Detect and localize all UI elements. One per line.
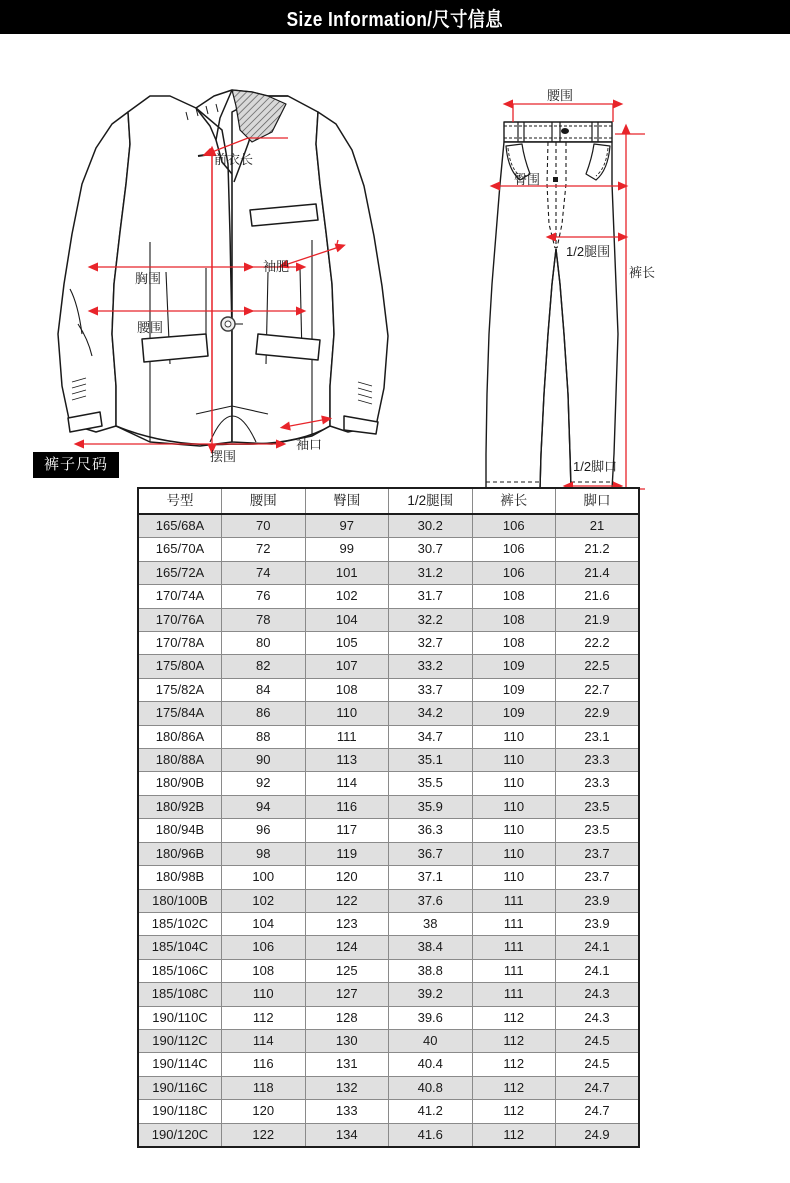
cell-pant-length: 110 bbox=[472, 842, 556, 865]
cell-hip: 117 bbox=[305, 819, 389, 842]
cell-size-code: 180/100B bbox=[138, 889, 222, 912]
table-row bbox=[138, 819, 639, 842]
section-tag-pants-size: 裤子尺码 bbox=[33, 452, 119, 478]
table-row bbox=[138, 585, 639, 608]
cell-pant-length: 110 bbox=[472, 866, 556, 889]
cell-leg-opening: 21.4 bbox=[556, 561, 640, 584]
cell-hip: 127 bbox=[305, 983, 389, 1006]
cell-pant-length: 112 bbox=[472, 1123, 556, 1147]
cell-pant-length: 110 bbox=[472, 749, 556, 772]
cell-size-code: 180/86A bbox=[138, 725, 222, 748]
cell-waist: 84 bbox=[222, 678, 306, 701]
cell-waist: 122 bbox=[222, 1123, 306, 1147]
cell-half-thigh: 31.7 bbox=[389, 585, 473, 608]
cell-leg-opening: 24.7 bbox=[556, 1076, 640, 1099]
cell-size-code: 190/110C bbox=[138, 1006, 222, 1029]
cell-pant-length: 110 bbox=[472, 795, 556, 818]
cell-half-thigh: 31.2 bbox=[389, 561, 473, 584]
cell-half-thigh: 34.7 bbox=[389, 725, 473, 748]
cell-half-thigh: 35.9 bbox=[389, 795, 473, 818]
cell-size-code: 165/72A bbox=[138, 561, 222, 584]
cell-half-thigh: 37.1 bbox=[389, 866, 473, 889]
cell-half-thigh: 36.7 bbox=[389, 842, 473, 865]
table-row bbox=[138, 889, 639, 912]
cell-waist: 96 bbox=[222, 819, 306, 842]
cell-size-code: 185/106C bbox=[138, 959, 222, 982]
cell-waist: 106 bbox=[222, 936, 306, 959]
cell-hip: 108 bbox=[305, 678, 389, 701]
cell-hip: 125 bbox=[305, 959, 389, 982]
suit-jacket-illustration bbox=[58, 90, 388, 446]
cell-half-thigh: 30.7 bbox=[389, 538, 473, 561]
cell-leg-opening: 23.3 bbox=[556, 749, 640, 772]
cell-leg-opening: 24.9 bbox=[556, 1123, 640, 1147]
cell-hip: 104 bbox=[305, 608, 389, 631]
cell-size-code: 180/98B bbox=[138, 866, 222, 889]
label-half-leg-opening: 1/2脚口 bbox=[573, 459, 618, 474]
cell-leg-opening: 21.6 bbox=[556, 585, 640, 608]
column-header-half-thigh: 1/2腿围 bbox=[389, 488, 473, 514]
table-row bbox=[138, 959, 639, 982]
cell-leg-opening: 21.2 bbox=[556, 538, 640, 561]
cell-pant-length: 112 bbox=[472, 1100, 556, 1123]
label-hem: 摆围 bbox=[210, 449, 237, 464]
table-row bbox=[138, 1100, 639, 1123]
cell-half-thigh: 41.2 bbox=[389, 1100, 473, 1123]
cell-size-code: 170/78A bbox=[138, 632, 222, 655]
cell-pant-length: 109 bbox=[472, 678, 556, 701]
cell-leg-opening: 24.5 bbox=[556, 1029, 640, 1052]
cell-half-thigh: 30.2 bbox=[389, 514, 473, 538]
cell-half-thigh: 35.1 bbox=[389, 749, 473, 772]
cell-hip: 113 bbox=[305, 749, 389, 772]
trousers-illustration bbox=[486, 122, 618, 489]
cell-size-code: 170/76A bbox=[138, 608, 222, 631]
cell-leg-opening: 22.9 bbox=[556, 702, 640, 725]
cell-waist: 104 bbox=[222, 912, 306, 935]
cell-waist: 110 bbox=[222, 983, 306, 1006]
cell-waist: 98 bbox=[222, 842, 306, 865]
cell-waist: 118 bbox=[222, 1076, 306, 1099]
table-row bbox=[138, 795, 639, 818]
cell-hip: 131 bbox=[305, 1053, 389, 1076]
cell-size-code: 165/68A bbox=[138, 514, 222, 538]
cell-leg-opening: 24.5 bbox=[556, 1053, 640, 1076]
cell-half-thigh: 35.5 bbox=[389, 772, 473, 795]
cell-leg-opening: 23.3 bbox=[556, 772, 640, 795]
cell-waist: 86 bbox=[222, 702, 306, 725]
cell-size-code: 185/108C bbox=[138, 983, 222, 1006]
column-header-waist: 腰围 bbox=[222, 488, 306, 514]
cell-leg-opening: 24.3 bbox=[556, 983, 640, 1006]
cell-pant-length: 112 bbox=[472, 1006, 556, 1029]
cell-half-thigh: 36.3 bbox=[389, 819, 473, 842]
cell-half-thigh: 40 bbox=[389, 1029, 473, 1052]
table-row bbox=[138, 749, 639, 772]
cell-half-thigh: 32.2 bbox=[389, 608, 473, 631]
column-header-size-code: 号型 bbox=[138, 488, 222, 514]
cell-pant-length: 111 bbox=[472, 983, 556, 1006]
table-row bbox=[138, 1006, 639, 1029]
cell-leg-opening: 22.2 bbox=[556, 632, 640, 655]
cell-waist: 90 bbox=[222, 749, 306, 772]
column-header-hip: 臀围 bbox=[305, 488, 389, 514]
cell-waist: 76 bbox=[222, 585, 306, 608]
cell-hip: 102 bbox=[305, 585, 389, 608]
cell-leg-opening: 23.7 bbox=[556, 866, 640, 889]
cell-size-code: 180/90B bbox=[138, 772, 222, 795]
cell-pant-length: 106 bbox=[472, 514, 556, 538]
label-cuff: 袖口 bbox=[296, 437, 323, 452]
table-row bbox=[138, 1029, 639, 1052]
cell-size-code: 185/104C bbox=[138, 936, 222, 959]
cell-pant-length: 106 bbox=[472, 538, 556, 561]
table-row bbox=[138, 1053, 639, 1076]
cell-waist: 72 bbox=[222, 538, 306, 561]
cell-waist: 78 bbox=[222, 608, 306, 631]
cell-half-thigh: 37.6 bbox=[389, 889, 473, 912]
cell-half-thigh: 38 bbox=[389, 912, 473, 935]
cell-leg-opening: 23.9 bbox=[556, 912, 640, 935]
cell-hip: 110 bbox=[305, 702, 389, 725]
cell-pant-length: 111 bbox=[472, 936, 556, 959]
table-row bbox=[138, 1123, 639, 1147]
cell-waist: 112 bbox=[222, 1006, 306, 1029]
cell-pant-length: 112 bbox=[472, 1029, 556, 1052]
cell-hip: 123 bbox=[305, 912, 389, 935]
cell-size-code: 180/94B bbox=[138, 819, 222, 842]
table-row bbox=[138, 678, 639, 701]
column-header-leg-opening: 脚口 bbox=[556, 488, 640, 514]
label-pant-length: 裤长 bbox=[629, 265, 656, 280]
cell-pant-length: 112 bbox=[472, 1076, 556, 1099]
cell-waist: 114 bbox=[222, 1029, 306, 1052]
table-row bbox=[138, 538, 639, 561]
cell-hip: 111 bbox=[305, 725, 389, 748]
cell-pant-length: 111 bbox=[472, 912, 556, 935]
cell-hip: 124 bbox=[305, 936, 389, 959]
cell-pant-length: 108 bbox=[472, 608, 556, 631]
cell-size-code: 165/70A bbox=[138, 538, 222, 561]
cell-hip: 116 bbox=[305, 795, 389, 818]
table-row bbox=[138, 983, 639, 1006]
cell-half-thigh: 40.8 bbox=[389, 1076, 473, 1099]
cell-leg-opening: 23.1 bbox=[556, 725, 640, 748]
cell-leg-opening: 21 bbox=[556, 514, 640, 538]
cell-size-code: 190/114C bbox=[138, 1053, 222, 1076]
cell-size-code: 175/82A bbox=[138, 678, 222, 701]
cell-size-code: 175/84A bbox=[138, 702, 222, 725]
cell-leg-opening: 24.1 bbox=[556, 959, 640, 982]
cell-pant-length: 109 bbox=[472, 702, 556, 725]
cell-waist: 70 bbox=[222, 514, 306, 538]
cell-half-thigh: 40.4 bbox=[389, 1053, 473, 1076]
cell-leg-opening: 22.5 bbox=[556, 655, 640, 678]
cell-half-thigh: 34.2 bbox=[389, 702, 473, 725]
label-pants-waist: 腰围 bbox=[547, 88, 574, 103]
table-row bbox=[138, 912, 639, 935]
cell-size-code: 190/116C bbox=[138, 1076, 222, 1099]
cell-leg-opening: 22.7 bbox=[556, 678, 640, 701]
label-hip: 臀围 bbox=[514, 172, 541, 187]
table-row bbox=[138, 842, 639, 865]
table-row bbox=[138, 632, 639, 655]
cell-half-thigh: 33.2 bbox=[389, 655, 473, 678]
table-body bbox=[138, 514, 639, 1147]
cell-leg-opening: 23.5 bbox=[556, 795, 640, 818]
cell-leg-opening: 24.3 bbox=[556, 1006, 640, 1029]
cell-hip: 128 bbox=[305, 1006, 389, 1029]
cell-half-thigh: 33.7 bbox=[389, 678, 473, 701]
cell-hip: 97 bbox=[305, 514, 389, 538]
pants-size-table bbox=[137, 487, 640, 1148]
cell-half-thigh: 39.6 bbox=[389, 1006, 473, 1029]
cell-hip: 114 bbox=[305, 772, 389, 795]
cell-waist: 82 bbox=[222, 655, 306, 678]
cell-size-code: 180/92B bbox=[138, 795, 222, 818]
cell-waist: 74 bbox=[222, 561, 306, 584]
table-row bbox=[138, 936, 639, 959]
cell-leg-opening: 24.7 bbox=[556, 1100, 640, 1123]
label-half-thigh: 1/2腿围 bbox=[566, 244, 611, 259]
cell-leg-opening: 21.9 bbox=[556, 608, 640, 631]
cell-hip: 134 bbox=[305, 1123, 389, 1147]
cell-pant-length: 108 bbox=[472, 632, 556, 655]
label-waist: 腰围 bbox=[137, 320, 164, 335]
cell-waist: 102 bbox=[222, 889, 306, 912]
cell-pant-length: 112 bbox=[472, 1053, 556, 1076]
cell-waist: 92 bbox=[222, 772, 306, 795]
table-row bbox=[138, 608, 639, 631]
cell-half-thigh: 32.7 bbox=[389, 632, 473, 655]
cell-hip: 119 bbox=[305, 842, 389, 865]
cell-leg-opening: 24.1 bbox=[556, 936, 640, 959]
cell-hip: 132 bbox=[305, 1076, 389, 1099]
cell-hip: 101 bbox=[305, 561, 389, 584]
cell-half-thigh: 39.2 bbox=[389, 983, 473, 1006]
cell-pant-length: 111 bbox=[472, 959, 556, 982]
table-row bbox=[138, 702, 639, 725]
cell-pant-length: 110 bbox=[472, 772, 556, 795]
cell-half-thigh: 41.6 bbox=[389, 1123, 473, 1147]
cell-size-code: 175/80A bbox=[138, 655, 222, 678]
cell-size-code: 190/118C bbox=[138, 1100, 222, 1123]
cell-size-code: 190/120C bbox=[138, 1123, 222, 1147]
cell-hip: 130 bbox=[305, 1029, 389, 1052]
cell-waist: 100 bbox=[222, 866, 306, 889]
cell-waist: 80 bbox=[222, 632, 306, 655]
cell-size-code: 180/96B bbox=[138, 842, 222, 865]
label-sleeve-width: 袖肥 bbox=[263, 259, 290, 274]
table-row bbox=[138, 725, 639, 748]
cell-waist: 88 bbox=[222, 725, 306, 748]
label-chest: 胸围 bbox=[135, 271, 162, 286]
column-header-pant-length: 裤长 bbox=[472, 488, 556, 514]
table-row bbox=[138, 866, 639, 889]
cell-size-code: 170/74A bbox=[138, 585, 222, 608]
cell-half-thigh: 38.4 bbox=[389, 936, 473, 959]
cell-hip: 107 bbox=[305, 655, 389, 678]
cell-size-code: 185/102C bbox=[138, 912, 222, 935]
page-title: Size Information/尺寸信息 bbox=[286, 8, 504, 31]
table-row bbox=[138, 561, 639, 584]
cell-pant-length: 109 bbox=[472, 655, 556, 678]
cell-pant-length: 110 bbox=[472, 725, 556, 748]
cell-size-code: 190/112C bbox=[138, 1029, 222, 1052]
cell-waist: 94 bbox=[222, 795, 306, 818]
page-header-banner bbox=[0, 0, 790, 34]
cell-hip: 120 bbox=[305, 866, 389, 889]
cell-waist: 116 bbox=[222, 1053, 306, 1076]
table-row bbox=[138, 655, 639, 678]
cell-size-code: 180/88A bbox=[138, 749, 222, 772]
cell-pant-length: 108 bbox=[472, 585, 556, 608]
cell-half-thigh: 38.8 bbox=[389, 959, 473, 982]
pants-size-table-wrapper bbox=[137, 487, 638, 1148]
table-row bbox=[138, 1076, 639, 1099]
label-front-length: 前衣长 bbox=[214, 152, 254, 167]
cell-waist: 120 bbox=[222, 1100, 306, 1123]
cell-leg-opening: 23.5 bbox=[556, 819, 640, 842]
table-row bbox=[138, 772, 639, 795]
cell-pant-length: 110 bbox=[472, 819, 556, 842]
cell-hip: 105 bbox=[305, 632, 389, 655]
cell-hip: 122 bbox=[305, 889, 389, 912]
table-header-row bbox=[138, 488, 639, 514]
cell-pant-length: 111 bbox=[472, 889, 556, 912]
cell-hip: 99 bbox=[305, 538, 389, 561]
cell-pant-length: 106 bbox=[472, 561, 556, 584]
cell-leg-opening: 23.9 bbox=[556, 889, 640, 912]
cell-waist: 108 bbox=[222, 959, 306, 982]
cell-hip: 133 bbox=[305, 1100, 389, 1123]
cell-leg-opening: 23.7 bbox=[556, 842, 640, 865]
table-row bbox=[138, 514, 639, 538]
